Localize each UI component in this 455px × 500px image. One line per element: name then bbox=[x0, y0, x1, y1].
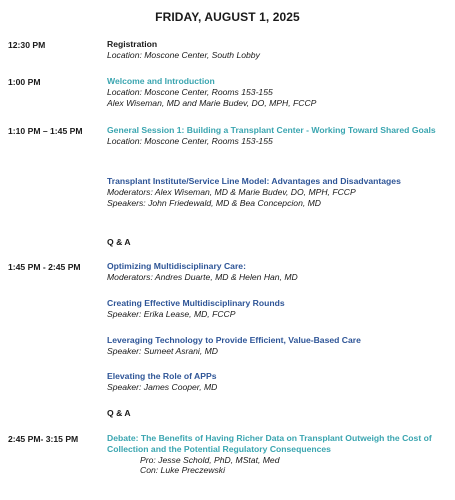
session-detail: Pro: Jesse Schold, PhD, MStat, Med bbox=[140, 454, 280, 465]
session-heading: Transplant Institute/Service Line Model: Advantages and Disadvantages bbox=[107, 176, 401, 186]
session-detail: Location: Moscone Center, Rooms 153-155 bbox=[107, 86, 273, 97]
time-slot: 1:00 PM bbox=[8, 77, 41, 87]
session-heading: Welcome and Introduction bbox=[107, 76, 215, 86]
time-slot: 2:45 PM- 3:15 PM bbox=[8, 434, 79, 444]
session-heading: Leveraging Technology to Provide Efficient, Value-Based Care bbox=[107, 335, 361, 345]
session-detail: Speaker: James Cooper, MD bbox=[107, 381, 218, 392]
session-heading: Creating Effective Multidisciplinary Rounds bbox=[107, 298, 285, 308]
session-detail: Speaker: Sumeet Asrani, MD bbox=[107, 345, 218, 356]
page-title: FRIDAY, AUGUST 1, 2025 bbox=[155, 10, 300, 24]
session-detail: Moderators: Andres Duarte, MD & Helen Han, MD bbox=[107, 271, 298, 282]
agenda-item bbox=[107, 125, 447, 147]
time-slot: 12:30 PM bbox=[8, 40, 46, 50]
qa-label: Q & A bbox=[107, 237, 131, 247]
agenda-item bbox=[107, 76, 447, 108]
session-heading: Optimizing Multidisciplinary Care: bbox=[107, 261, 246, 271]
session-detail: Location: Moscone Center, South Lobby bbox=[107, 49, 260, 60]
agenda-item bbox=[107, 433, 447, 476]
session-detail: Location: Moscone Center, Rooms 153-155 bbox=[107, 135, 273, 146]
agenda-item bbox=[107, 371, 447, 393]
session-detail: Speakers: John Friedewald, MD & Bea Concepcion, MD bbox=[107, 197, 321, 208]
session-detail: Moderators: Alex Wiseman, MD & Marie Budev, DO, MPH, FCCP bbox=[107, 186, 356, 197]
qa-label: Q & A bbox=[107, 408, 131, 418]
session-detail: Con: Luke Preczewski bbox=[140, 465, 226, 476]
agenda-item bbox=[107, 261, 447, 283]
session-heading: Registration bbox=[107, 39, 158, 49]
session-detail: Speaker: Erika Lease, MD, FCCP bbox=[107, 308, 236, 319]
agenda-item bbox=[107, 298, 447, 320]
session-heading: Elevating the Role of APPs bbox=[107, 371, 217, 381]
session-heading: Debate: The Benefits of Having Richer Data on Transplant Outweigh the Cost of Collection and the Potential Regulatory Consequences bbox=[107, 433, 432, 454]
time-slot: 1:45 PM - 2:45 PM bbox=[8, 262, 81, 272]
session-heading: General Session 1: Building a Transplant Center - Working Toward Shared Goals bbox=[107, 125, 436, 135]
agenda-item bbox=[107, 335, 447, 357]
agenda-item bbox=[107, 176, 447, 208]
agenda-item bbox=[107, 39, 447, 61]
session-detail: Alex Wiseman, MD and Marie Budev, DO, MPH, FCCP bbox=[107, 97, 317, 108]
time-slot: 1:10 PM – 1:45 PM bbox=[8, 126, 83, 136]
